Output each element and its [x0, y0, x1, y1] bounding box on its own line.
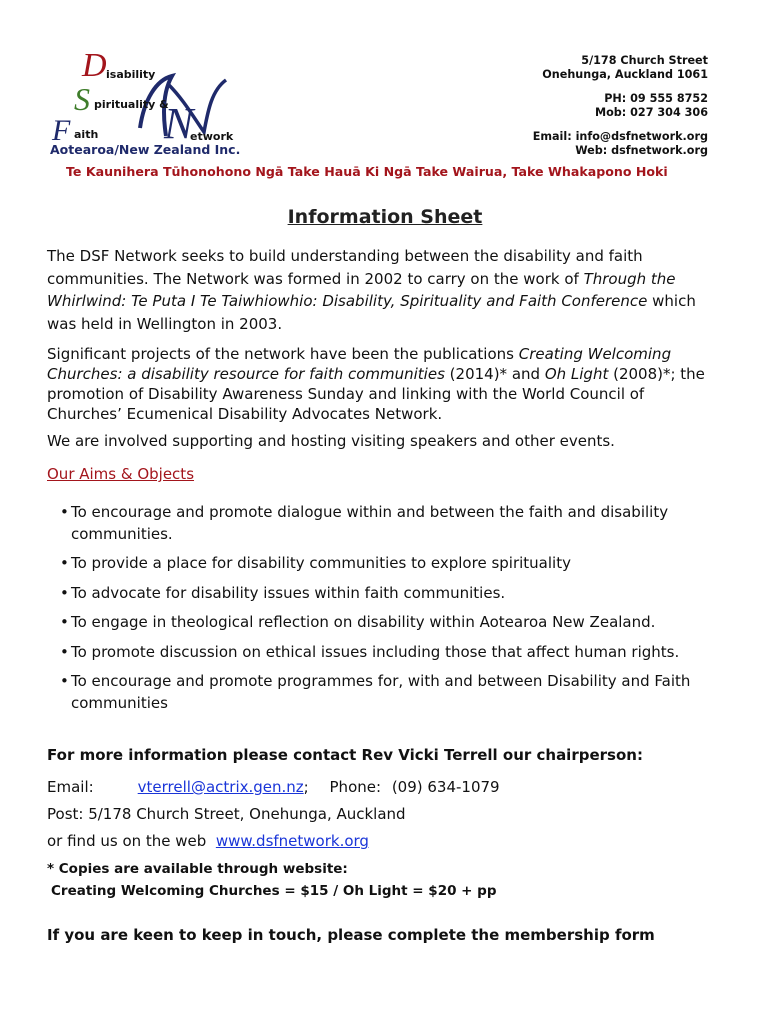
logo-word-s: pirituality &: [94, 98, 169, 111]
aims-heading: Our Aims & Objects: [47, 465, 195, 483]
logo-word-f: aith: [74, 128, 99, 141]
maori-tagline: Te Kaunihera Tūhonohono Ngā Take Hauā Ki Ngā Take Wairua, Take Whakapono Hoki: [66, 164, 668, 179]
aim-item: • To engage in theological reflection on disability within Aotearoa New Zealand.: [47, 612, 727, 634]
intro-paragraph-3: We are involved supporting and hosting visiting speakers and other events.: [47, 432, 615, 450]
aim-item: • To advocate for disability issues within faith communities.: [47, 583, 727, 605]
email-label: Email:: [47, 778, 94, 796]
aim-item: • To provide a place for disability communities to explore spirituality: [47, 553, 727, 575]
bullet-icon: •: [60, 583, 69, 602]
logo-letter-n: N: [164, 99, 194, 148]
web-row: or find us on the web www.dsfnetwork.org: [47, 832, 369, 850]
web-line: Web: dsfnetwork.org: [575, 144, 708, 157]
logo-word-n: etwork: [190, 130, 234, 143]
intro-paragraph-1: The DSF Network seeks to build understanding between the disability and faith communities. The Network was formed in 2002 to carry on the work of Through the Whirlwind: Te Puta I Te Taiwhiowhio: Disability, Spirituality and Faith Conference which was held in Wellington in 2003.: [47, 247, 696, 333]
logo-word-d: isability: [106, 68, 156, 81]
intro-paragraph-2: Significant projects of the network have been the publications Creating Welcoming Churches: a disability resource for faith communities (2014)* and Oh Light (2008)*; the promotion of Disability Awareness Sunday and linking with the World Council of Churches’ Ecumenical Disability Advocates Network.: [47, 345, 705, 423]
page-title: Information Sheet: [287, 206, 483, 228]
letterhead-contact: [533, 54, 708, 158]
aim-item: • To encourage and promote dialogue within and between the faith and disability communities.: [60, 503, 669, 543]
bullet-icon: •: [60, 613, 69, 631]
address-line-1: 5/178 Church Street: [581, 54, 708, 67]
logo-letter-s: S: [74, 81, 90, 117]
copies-note: * Copies are available through website:: [47, 861, 348, 877]
logo-letter-f: F: [52, 114, 71, 147]
aims-list: [47, 502, 727, 722]
post-address: Post: 5/178 Church Street, Onehunga, Auckland: [47, 805, 406, 823]
aim-item: • To promote discussion on ethical issues including those that affect human rights.: [47, 642, 727, 664]
logo-letter-d: D: [82, 47, 107, 84]
copies-prices: Creating Welcoming Churches = $15 / Oh Light = $20 + pp: [51, 883, 497, 899]
phone-label: Phone:: [329, 778, 382, 796]
address-line-2: Onehunga, Auckland 1061: [542, 68, 708, 81]
letterhead: [44, 40, 724, 206]
bullet-icon: •: [60, 554, 69, 572]
logo-org-name: Aotearoa/New Zealand Inc.: [50, 142, 241, 157]
aim-item: • To encourage and promote programmes for, with and between Disability and Faith communities: [60, 672, 691, 712]
email-link[interactable]: vterrell@actrix.gen.nz: [137, 778, 304, 796]
mobile-line: Mob: 027 304 306: [594, 106, 708, 119]
dsf-network-logo: [44, 40, 304, 160]
website-link[interactable]: www.dsfnetwork.org: [215, 832, 369, 850]
bullet-icon: •: [60, 672, 69, 690]
contact-email-row: Email: vterrell@actrix.gen.nz; Phone: (09) 634-1079: [47, 778, 500, 796]
membership-note: If you are keen to keep in touch, please complete the membership form: [47, 926, 655, 944]
bullet-icon: •: [60, 642, 69, 661]
bullet-icon: •: [60, 503, 69, 521]
email-line: Email: info@dsfnetwork.org: [532, 130, 708, 143]
contact-heading: For more information please contact Rev Vicki Terrell our chairperson:: [47, 746, 643, 764]
phone-value: (09) 634-1079: [391, 778, 500, 796]
phone-line: PH: 09 555 8752: [604, 92, 708, 105]
